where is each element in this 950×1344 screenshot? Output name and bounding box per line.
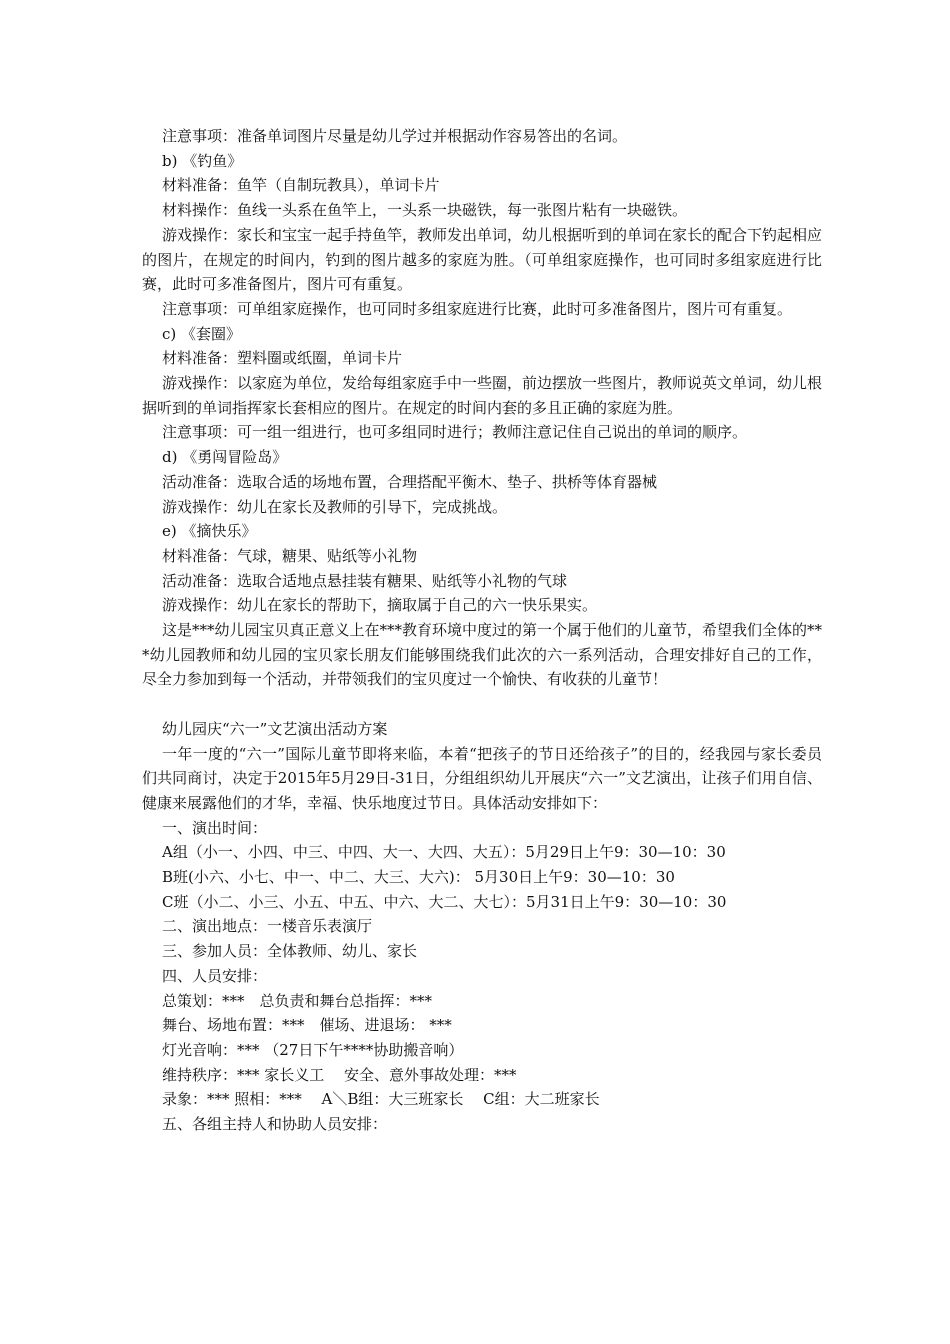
paragraph-fishing-material-operation: 材料操作：鱼线一头系在鱼竿上，一头系一块磁铁，每一张图片粘有一块磁铁。 <box>162 201 688 220</box>
heading-ring-toss-game: c) 《套圈》 <box>162 324 242 343</box>
paragraph-closing: 这是***幼儿园宝贝真正意义上在***教育环境中度过的第一个属于他们的儿童节，希望我们全体的***幼儿园教师和幼儿园的宝贝家长朋友们能够围绕我们此次的六一系列活动，合理安排好自己的工作，尽全力参加到每一个活动，并带领我们的宝贝度过一个愉快、有收获的儿童节！ <box>142 621 823 689</box>
document-body <box>142 124 822 1137</box>
paragraph-pick-preparation: 活动准备：选取合适地点悬挂装有糖果、贴纸等小礼物的气球 <box>162 571 568 590</box>
item-participants: 三、参加人员：全体教师、幼儿、家长 <box>162 942 418 961</box>
paragraph-pick-operation: 游戏操作：幼儿在家长的帮助下，摘取属于自己的六一快乐果实。 <box>162 596 598 615</box>
paragraph-ring-toss-materials: 材料准备：塑料圈或纸圈，单词卡片 <box>162 349 403 368</box>
paragraph-intro: 一年一度的“六一”国际儿童节即将来临，本着“把孩子的节日还给孩子”的目的，经我园与家长委员们共同商讨，决定于2015年5月29日-31日，分组组织幼儿开展庆“六一”文艺演出，让孩子们用自信、健康来展露他们的才华，幸福、快乐地度过节日。具体活动安排如下： <box>142 744 822 812</box>
schedule-group-a: A组（小一、小四、中三、中四、大一、大四、大五）：5月29日上午9：30—10：30 <box>162 843 726 862</box>
staff-lighting-sound: 灯光音响：*** （27日下午****协助搬音响） <box>162 1041 464 1059</box>
paragraph-adventure-preparation: 活动准备：选取合适的场地布置，合理搭配平衡木、垫子、拱桥等体育器械 <box>162 472 658 491</box>
paragraph-adventure-operation: 游戏操作：幼儿在家长及教师的引导下，完成挑战。 <box>162 497 508 516</box>
item-hosts: 五、各组主持人和协助人员安排： <box>162 1115 388 1134</box>
blank-line <box>142 692 822 717</box>
staff-stage: 舞台、场地布置：*** 催场、进退场： *** <box>162 1016 452 1035</box>
item-performance-time: 一、演出时间： <box>162 818 268 837</box>
heading-pick-happiness: e) 《摘快乐》 <box>162 522 257 541</box>
item-staffing: 四、人员安排： <box>162 966 268 985</box>
staff-planning: 总策划：*** 总负责和舞台总指挥：*** <box>162 991 433 1010</box>
section-title: 幼儿园庆“六一”文艺演出活动方案 <box>162 719 388 738</box>
paragraph-fishing-notes: 注意事项：可单组家庭操作，也可同时多组家庭进行比赛，此时可多准备图片，图片可有重复。 <box>162 299 793 318</box>
heading-fishing-game: b) 《钓鱼》 <box>162 151 243 170</box>
paragraph-ring-toss-operation: 游戏操作：以家庭为单位，发给每组家庭手中一些圈，前边摆放一些图片，教师说英文单词，幼儿根据听到的单词指挥家长套相应的图片。在规定的时间内套的多且正确的家庭为胜。 <box>142 374 823 417</box>
paragraph-ring-toss-notes: 注意事项：可一组一组进行，也可多组同时进行；教师注意记住自己说出的单词的顺序。 <box>162 423 748 442</box>
item-performance-venue: 二、演出地点：一楼音乐表演厅 <box>162 917 373 936</box>
staff-order-safety: 维持秩序：*** 家长义工 安全、意外事故处理：*** <box>162 1065 517 1084</box>
heading-adventure-island: d) 《勇闯冒险岛》 <box>162 448 288 467</box>
paragraph-note-1: 注意事项：准备单词图片尽量是幼儿学过并根据动作容易答出的名词。 <box>162 127 628 145</box>
schedule-group-b: B班(小六、小七、中一、中二、大三、大六)： 5月30日上午9：30—10：30 <box>162 868 675 887</box>
paragraph-fishing-materials: 材料准备：鱼竿（自制玩教具），单词卡片 <box>162 176 440 195</box>
schedule-group-c: C班（小二、小三、小五、中五、中六、大二、大七）：5月31日上午9：30—10：30 <box>162 892 727 911</box>
paragraph-fishing-game-operation: 游戏操作：家长和宝宝一起手持鱼竿，教师发出单词，幼儿根据听到的单词在家长的配合下钓起相应的图片，在规定的时间内，钓到的图片越多的家庭为胜。（可单组家庭操作，也可同时多组家庭进行比赛，此时可多准备图片，图片可有重复。 <box>142 225 823 294</box>
staff-recording-photo: 录象：*** 照相：*** A＼B组：大三班家长 C组：大二班家长 <box>162 1090 600 1109</box>
paragraph-pick-materials: 材料准备：气球，糖果、贴纸等小礼物 <box>162 546 418 565</box>
